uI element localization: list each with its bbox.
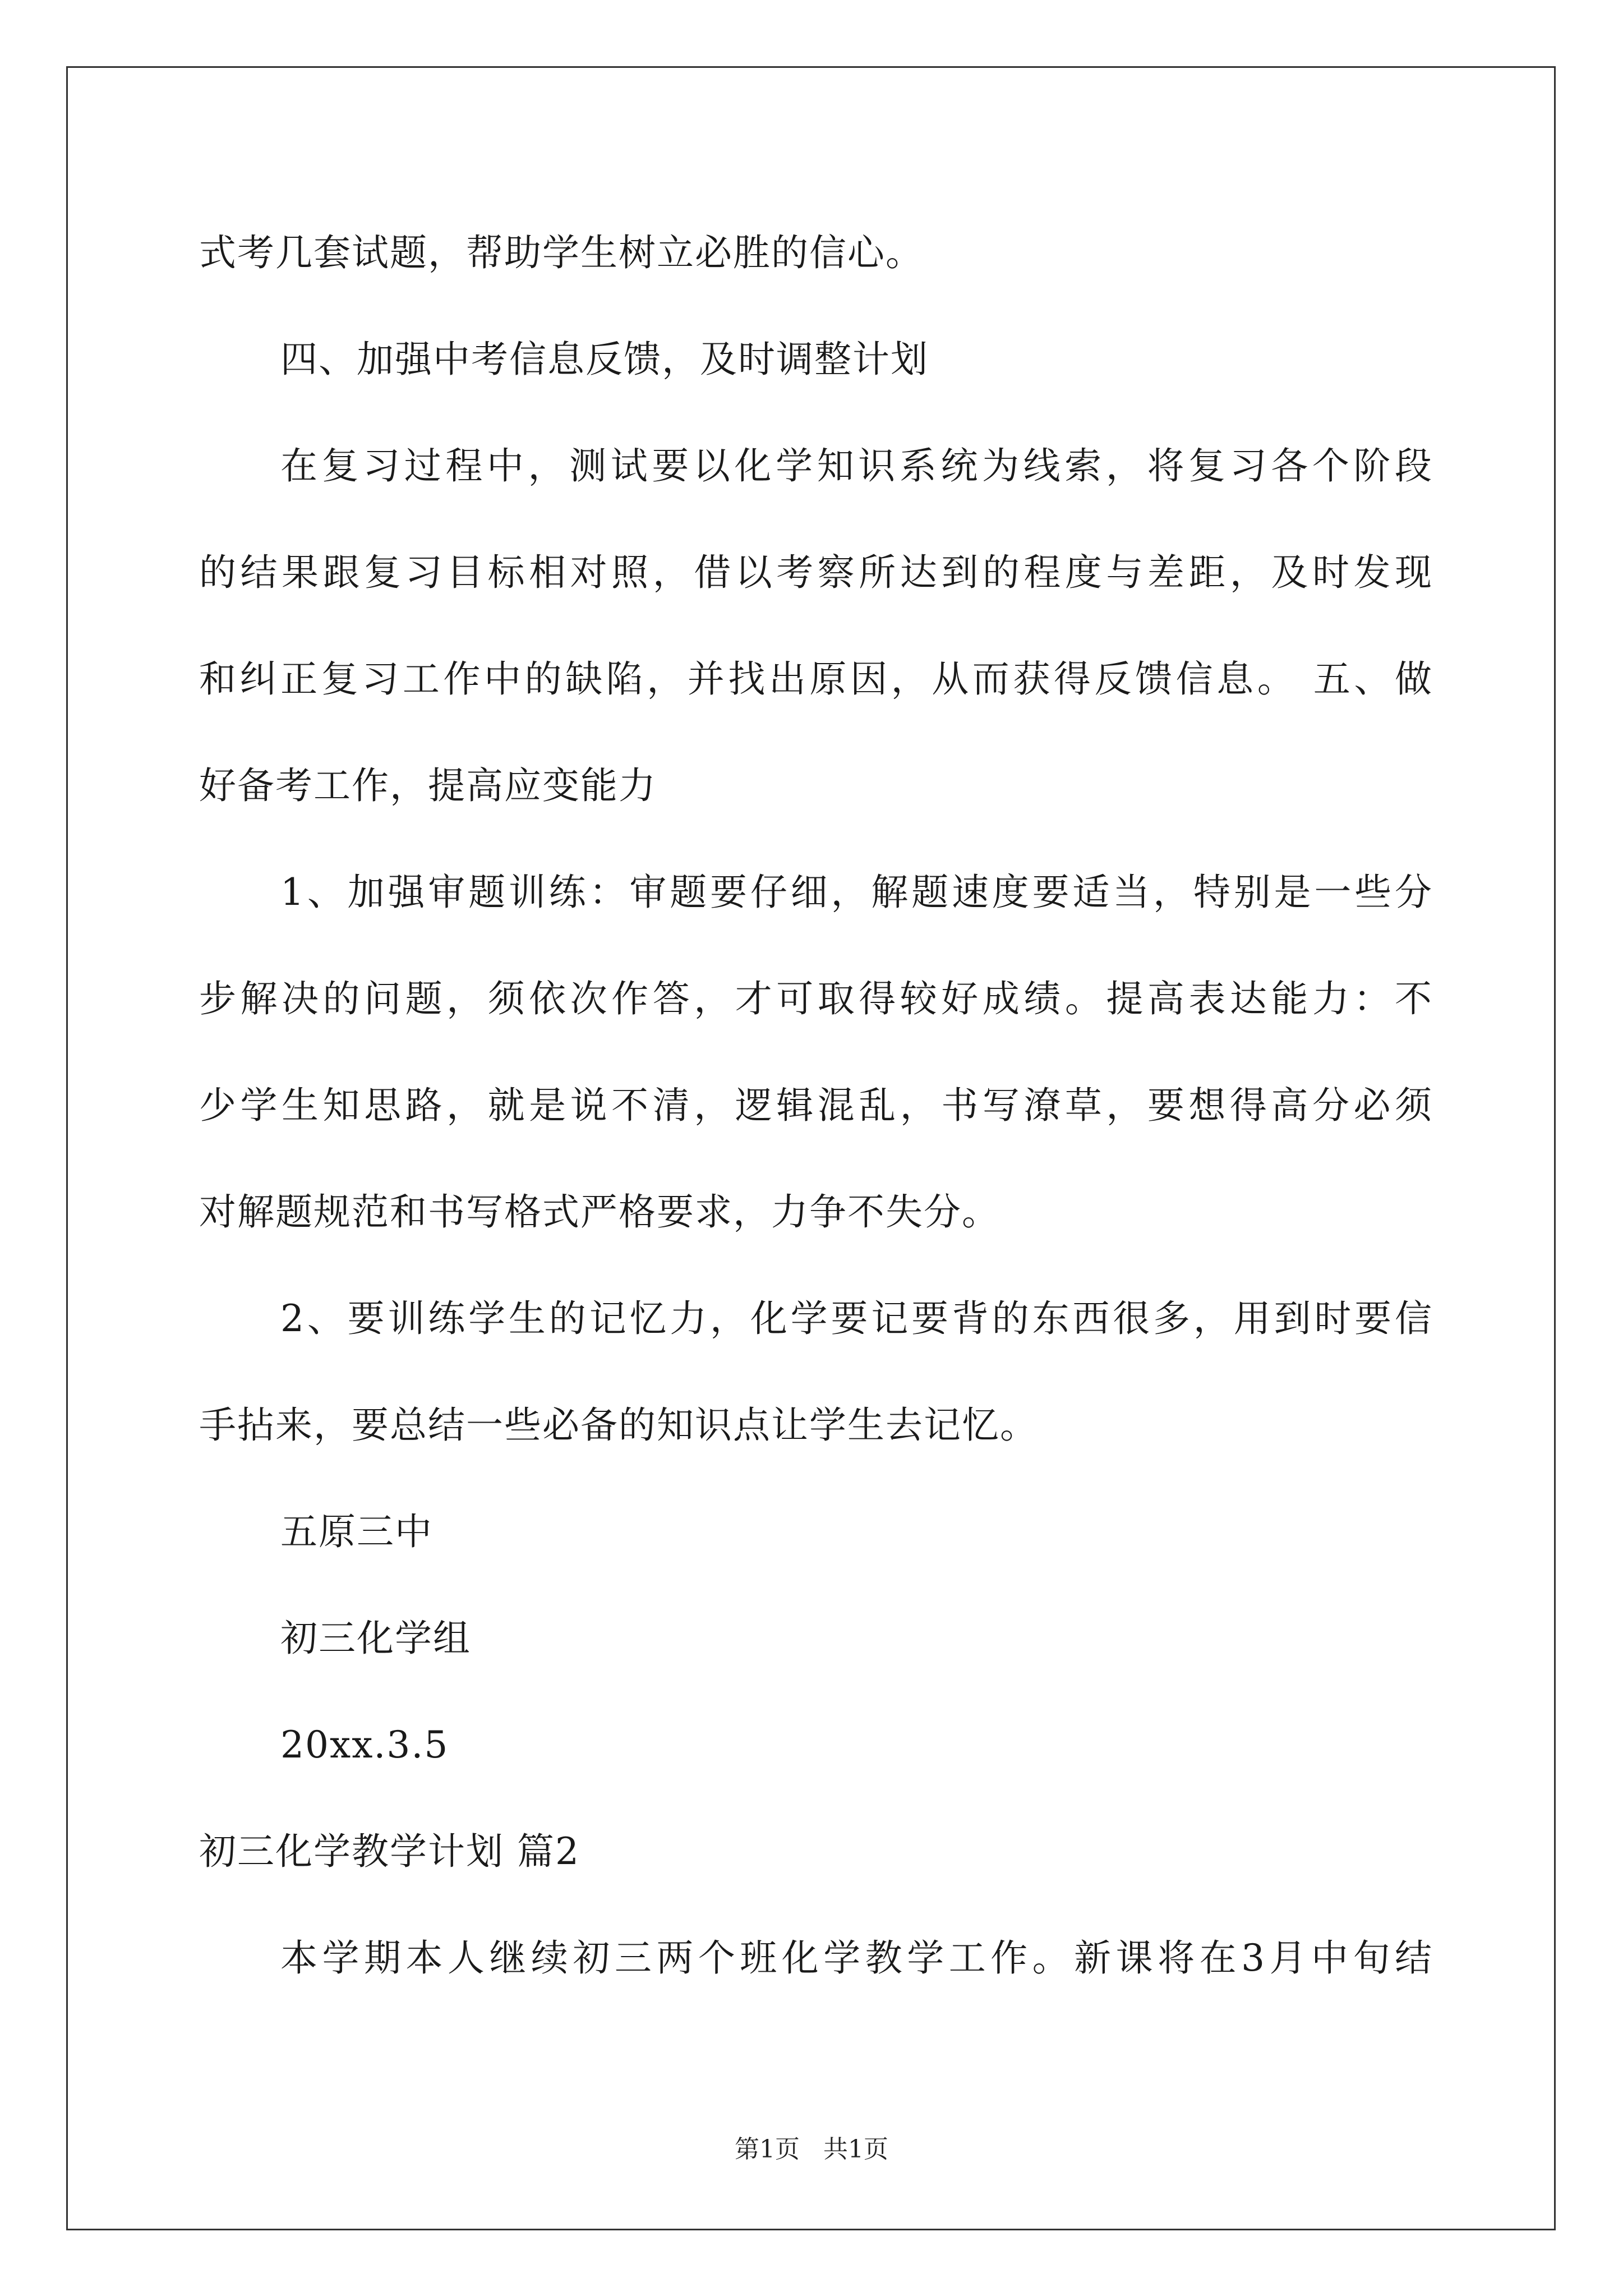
text-line: 好备考工作，提高应变能力 xyxy=(199,764,657,807)
signature-group: 初三化学组 xyxy=(280,1617,471,1660)
text-line: 1、加强审题训练：审题要仔细，解题速度要适当，特别是一些分 xyxy=(280,871,1433,914)
text-line: 少学生知思路，就是说不清，逻辑混乱，书写潦草，要想得高分必须 xyxy=(199,1084,1433,1127)
signature-school: 五原三中 xyxy=(280,1510,433,1553)
page-number-total: 共1页 xyxy=(823,2135,888,2164)
text-line: 的结果跟复习目标相对照，借以考察所达到的程度与差距，及时发现 xyxy=(199,551,1433,594)
text-line: 对解题规范和书写格式严格要求，力争不失分。 xyxy=(199,1190,1000,1234)
page-footer xyxy=(0,2137,1623,2162)
text-line: 2、要训练学生的记忆力，化学要记要背的东西很多，用到时要信 xyxy=(280,1297,1433,1340)
section-heading: 四、加强中考信息反馈，及时调整计划 xyxy=(280,338,929,381)
article-title: 初三化学教学计划 篇2 xyxy=(199,1830,580,1873)
signature-date: 20xx.3.5 xyxy=(280,1723,449,1766)
text-line: 本学期本人继续初三两个班化学教学工作。新课将在3月中旬结 xyxy=(280,1936,1433,1980)
text-line: 和纠正复习工作中的缺陷，并找出原因，从而获得反馈信息。 五、做 xyxy=(199,657,1433,701)
text-line: 步解决的问题，须依次作答，才可取得较好成绩。提高表达能力：不 xyxy=(199,977,1433,1020)
text-line: 在复习过程中，测试要以化学知识系统为线索，将复习各个阶段 xyxy=(280,444,1433,487)
text-line: 式考几套试题，帮助学生树立必胜的信心。 xyxy=(199,231,924,274)
page-border xyxy=(66,66,1556,2230)
page-number-current: 第1页 xyxy=(735,2135,800,2164)
text-line: 手拈来，要总结一些必备的知识点让学生去记忆。 xyxy=(199,1404,1038,1447)
